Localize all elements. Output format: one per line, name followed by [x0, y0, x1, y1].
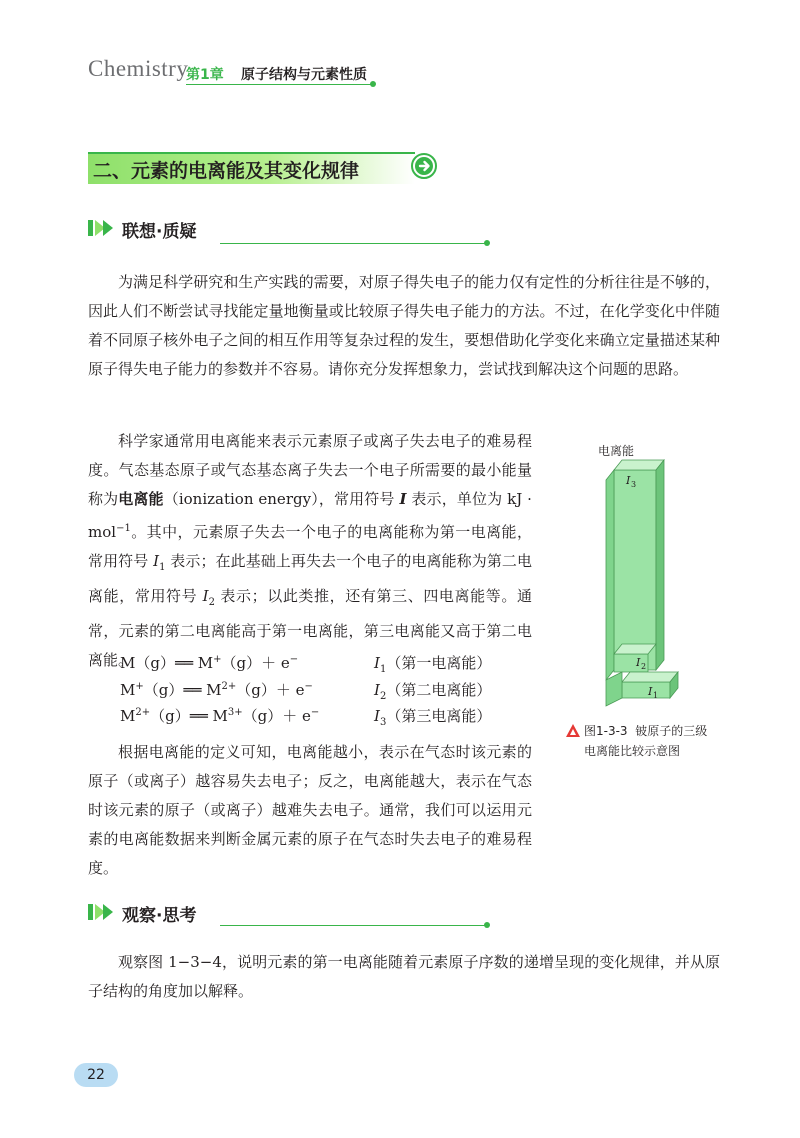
- equation-2: M+（g）══ $M^{2+}(g)+ e^-$: [120, 681, 313, 699]
- play-forward-icon: [88, 901, 120, 923]
- bar-label-i2: I: [636, 656, 641, 669]
- bar-label-i3: I: [626, 474, 631, 487]
- sub-heading-rule: [220, 243, 486, 244]
- chapter-title: 原子结构与元素性质: [241, 67, 367, 83]
- figure-axis-label: 电离能: [598, 444, 635, 458]
- equation-1-label: $I_1$（第一电离能）: [374, 654, 492, 675]
- header-rule-dot: [370, 81, 376, 87]
- sub-heading-association: 联想·质疑: [122, 222, 197, 242]
- association-paragraph: 为满足科学研究和生产实践的需要，对原子得失电子的能力仅有定性的分析往往是不够的，因此人们不断尝试寻找能定量地衡量或比较原子得失电子能力的方法。不过，在化学变化中伴随着不同原子核外电子之间的相互作用等复杂过程的发生，要想借助化学变化来确立定量描述某种原子得失电子能力的参数并不容易。请你充分发挥想象力，尝试找到解决这个问题的思路。: [88, 273, 720, 378]
- section-title: 二、元素的电离能及其变化规律: [93, 160, 360, 182]
- observe-paragraph: 观察图 1−3−4，说明元素的第一电离能随着元素原子序数的递增呈现的变化规律，并从原子结构的角度加以解释。: [88, 953, 720, 1000]
- figure-caption-line1: 图1-3-3 铍原子的三级: [584, 724, 708, 738]
- sub-heading-rule-dot: [484, 240, 490, 246]
- arrow-right-circle-icon: [411, 153, 437, 179]
- subject-title: Chemistry: [88, 56, 189, 81]
- bar-label-i1: I: [648, 685, 653, 698]
- ionization-energy-explanation: 根据电离能的定义可知，电离能越小，表示在气态时该元素的原子（或离子）越容易失去电子；反之，电离能越大，表示在气态时该元素的原子（或离子）越难失去电子。通常，我们可以运用元素的电离能数据来判断金属元素的原子在气态时失去电子的难易程度。: [88, 743, 532, 877]
- equation-1: M（g）══ M+（g）＋ e−: [120, 654, 299, 672]
- ionization-energy-bar-figure: [596, 458, 690, 718]
- equation-3: $M^{2+}(g)══$ $M^{3+}(g)+ e^-$: [120, 707, 320, 725]
- term-ionization-energy: 电离能: [118, 490, 164, 508]
- caption-triangle-icon: [566, 724, 580, 737]
- equation-3-label: $I_3$（第三电离能）: [374, 707, 492, 728]
- figure-caption-line2: 电离能比较示意图: [584, 744, 681, 758]
- equation-2-label: $I_2$（第二电离能）: [374, 681, 492, 702]
- sub-heading-rule: [220, 925, 486, 926]
- bar-label-i1-sub: 1: [653, 691, 659, 700]
- sub-heading-rule-dot: [484, 922, 490, 928]
- play-forward-icon: [88, 217, 120, 239]
- bar-label-i3-sub: 3: [631, 480, 637, 489]
- sub-heading-observe: 观察·思考: [122, 906, 197, 926]
- bar-label-i2-sub: 2: [641, 662, 647, 671]
- header-rule: [186, 84, 372, 85]
- ionization-energy-definition: 科学家通常用电离能来表示元素原子或离子失去电子的难易程度。气态基态原子或气态基态离子失去一个电子所需要的最小能量称为电离能（ionization energy），常用符号 I 表示，单位为 kJ · mol$^{-1}$。其中，元素原子失去一个电子的电离能称为第一电离能，常用符号 $I_1$ 表示；在此基础上再失去一个电子的电离能称为第二电离能，常用符号 $I_2$ 表示；以此类推，还有第三、四电离能等。通常，元素的第二电离能高于第一电离能，第三电离能又高于第二电离能。: [88, 432, 532, 669]
- page-number: 22: [74, 1063, 118, 1087]
- chapter-number: 第1章: [186, 67, 224, 83]
